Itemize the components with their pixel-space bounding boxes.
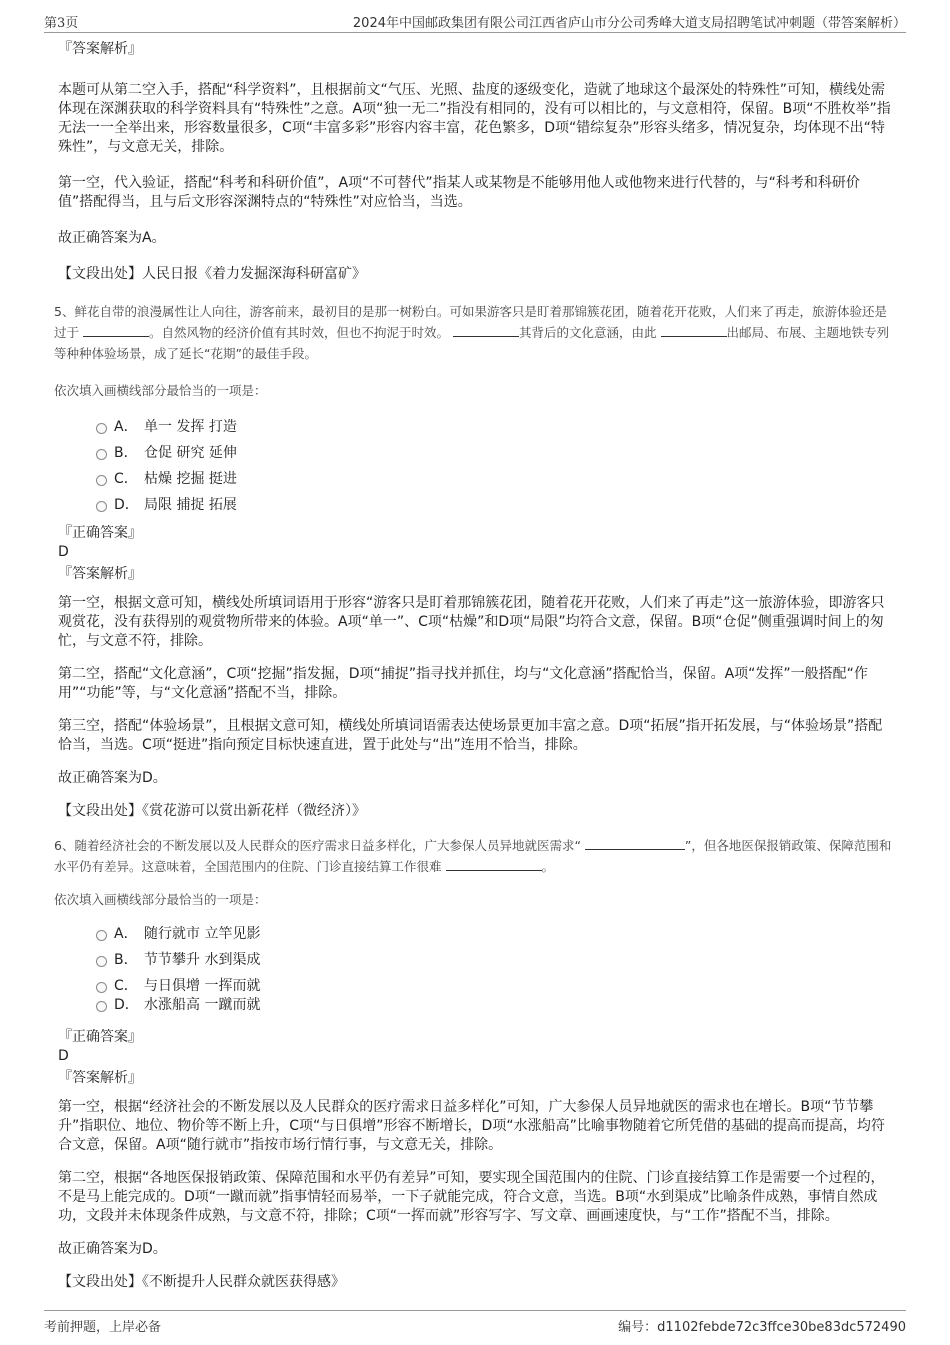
q5-analysis-p3: 第三空，搭配“体验场景”，且根据文意可知，横线处所填词语需表达使场景更加丰富之意。D项“拓展”指开拓发展，与“体验场景”搭配恰当，当选。C项“挺进”指向预定目标快速直进，置于此处与“出”连用不恰当，排除。 bbox=[58, 718, 883, 753]
q6-correct-answer: D bbox=[58, 1048, 69, 1064]
q6-analysis-p2: 第二空，根据“各地医保报销政策、保障范围和水平仍有差异”可知，要实现全国范围内的住院、门诊直接结算工作是需要一个过程的，不是马上能完成的。D项“一蹴而就”指事情轻而易举，一下子就能完成，符合文意，当选。B项“水到渠成”比喻条件成熟，事情自然成功，文段并未体现条件成熟，与文意不符，排除；C项“一挥而就”形容写字、写文章、画画速度快，与“工作”搭配不当，排除。 bbox=[58, 1170, 885, 1224]
q6-prompt: 依次填入画横线部分最恰当的一项是： bbox=[54, 892, 267, 907]
radio-icon[interactable] bbox=[96, 501, 107, 512]
q5-analysis-p1: 第一空，根据文意可知，横线处所填词语用于形容“游客只是盯着那锦簇花团，随着花开花败，人们来了再走”这一旅游体验，即游客只观赏花，没有获得别的观赏物所带来的体验。A项“单一”、C项“枯燥”和D项“局限”均符合文意，保留。B项“仓促”侧重强调时间上的匆忙，与文意不符，排除。 bbox=[58, 595, 885, 649]
q6-conclusion: 故正确答案为D。 bbox=[58, 1241, 167, 1257]
q6-blank-1 bbox=[585, 837, 685, 850]
footer-slogan: 考前押题，上岸必备 bbox=[44, 1320, 162, 1335]
radio-icon[interactable] bbox=[96, 956, 107, 967]
q5-correct-answer: D bbox=[58, 544, 69, 560]
page-header bbox=[44, 8, 906, 33]
q5-correct-label: 『正确答案』 bbox=[58, 525, 142, 541]
radio-icon[interactable] bbox=[96, 1001, 107, 1012]
radio-icon[interactable] bbox=[96, 982, 107, 993]
q4-analysis-p1: 本题可从第二空入手，搭配“科学资料”，且根据前文“气压、光照、盐度的逐级变化，造就了地球这个最深处的特殊性”可知，横线处需体现在深渊获取的科学资料具有“特殊性”之意。A项“独一无二”指没有相同的，没有可以相比的，与文意相符，保留。B项“不胜枚举”指无法一一全举出来，形容数量很多，C项“丰富多彩”形容内容丰富，花色繁多，D项“错综复杂”形容头绪多，情况复杂，均体现不出“特殊性”，与文意无关，排除。 bbox=[58, 82, 891, 155]
q5-options bbox=[58, 415, 894, 518]
radio-icon[interactable] bbox=[96, 930, 107, 941]
q6-option-d[interactable]: D． 水涨船高 一蹴而就 bbox=[58, 993, 894, 1018]
q5-blank-2 bbox=[453, 324, 519, 337]
q6-option-c[interactable]: C． 与日俱增 一挥而就 bbox=[58, 974, 894, 999]
q5-option-c[interactable]: C． 枯燥 挖掘 挺进 bbox=[58, 467, 894, 492]
radio-icon[interactable] bbox=[96, 449, 107, 460]
q5-analysis-label: 『答案解析』 bbox=[58, 566, 142, 582]
q5-conclusion: 故正确答案为D。 bbox=[58, 770, 167, 786]
document-body bbox=[54, 40, 894, 1292]
q6-option-b[interactable]: B． 节节攀升 水到渠成 bbox=[58, 948, 894, 973]
q6-analysis-label: 『答案解析』 bbox=[58, 1070, 142, 1086]
q4-source: 【文段出处】人民日报《着力发掘深海科研富矿》 bbox=[58, 266, 366, 282]
q4-analysis-p2: 第一空，代入验证，搭配“科考和科研价值”，A项“不可替代”指某人或某物是不能够用他人或他物来进行代替的，与“科考和科研价值”搭配得当，且与后文形容深渊特点的“特殊性”对应恰当，当选。 bbox=[58, 175, 860, 210]
q5-blank-1 bbox=[83, 324, 149, 337]
q6-source: 【文段出处】《不断提升人民群众就医获得感》 bbox=[58, 1274, 345, 1290]
q6-option-a[interactable]: A． 随行就市 立竿见影 bbox=[58, 922, 894, 947]
q5-option-d[interactable]: D． 局限 捕捉 拓展 bbox=[58, 493, 894, 518]
q5-option-b[interactable]: B． 仓促 研究 延伸 bbox=[58, 441, 894, 466]
radio-icon[interactable] bbox=[96, 423, 107, 434]
q6-stem: 6、随着经济社会的不断发展以及人民群众的医疗需求日益多样化，广大参保人员异地就医需求“ ”，但各地医保报销政策、保障范围和水平仍有差异。这意味着，全国范围内的住院、门诊直接结算工作很难 。 bbox=[54, 838, 892, 874]
page-footer bbox=[44, 1310, 906, 1335]
q5-stem: 5、鲜花自带的浪漫属性让人向往，游客前来，最初目的是那一树粉白。可如果游客只是盯着那锦簇花团，随着花开花败，人们来了再走，旅游体验还是过于 。自然风物的经济价值有其时效，但也不拘泥于时效。 其背后的文化意涵，由此 出邮局、布展、主题地铁专列等种种体验场景，成了延长“花期”的最佳手段。 bbox=[54, 304, 890, 361]
q6-options bbox=[58, 922, 894, 1018]
q5-option-a[interactable]: A． 单一 发挥 打造 bbox=[58, 415, 894, 440]
footer-serial: 编号：d1102febde72c3ffce30be83dc572490 bbox=[618, 1320, 906, 1335]
q5-blank-3 bbox=[661, 324, 727, 337]
q6-correct-label: 『正确答案』 bbox=[58, 1029, 142, 1045]
q4-analysis-label: 『答案解析』 bbox=[58, 41, 142, 57]
q5-source: 【文段出处】《赏花游可以赏出新花样（微经济）》 bbox=[58, 803, 366, 819]
document-title: 2024年中国邮政集团有限公司江西省庐山市分公司秀峰大道支局招聘笔试冲刺题（带答案解析） bbox=[352, 16, 906, 31]
q5-prompt: 依次填入画横线部分最恰当的一项是： bbox=[54, 383, 267, 398]
q6-blank-2 bbox=[446, 858, 542, 871]
radio-icon[interactable] bbox=[96, 475, 107, 486]
q6-analysis-p1: 第一空，根据“经济社会的不断发展以及人民群众的医疗需求日益多样化”可知，广大参保人员异地就医的需求也在增长。B项“节节攀升”指职位、地位、物价等不断上升，C项“与日俱增”形容不断增长，D项“水涨船高”比喻事物随着它所凭借的基础的提高而提高，均符合文意，保留。A项“随行就市”指按市场行情行事，与文意无关，排除。 bbox=[58, 1099, 885, 1153]
q4-conclusion: 故正确答案为A。 bbox=[58, 230, 166, 246]
page-number: 第3页 bbox=[44, 16, 79, 31]
q5-analysis-p2: 第二空，搭配“文化意涵”，C项“挖掘”指发掘，D项“捕捉”指寻找并抓住，均与“文化意涵”搭配恰当，保留。A项“发挥”一般搭配“作用”“功能”等，与“文化意涵”搭配不当，排除。 bbox=[58, 666, 868, 701]
